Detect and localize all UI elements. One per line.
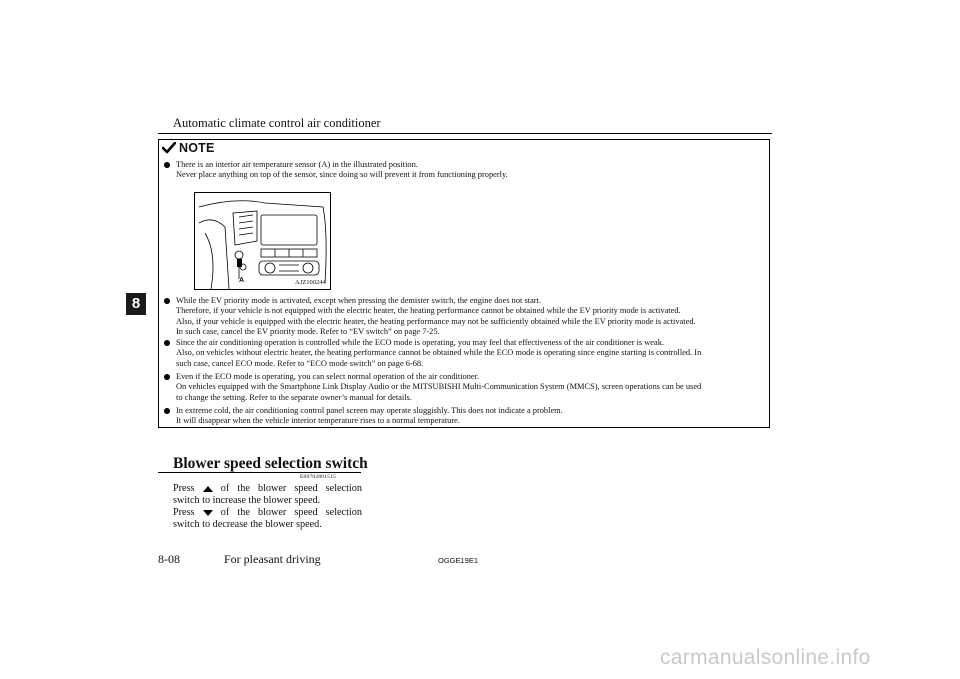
word: speed xyxy=(294,483,318,494)
blower-up-arrow-icon xyxy=(203,483,213,495)
section-title: Blower speed selection switch xyxy=(173,455,368,472)
figure-callout-a: A xyxy=(239,277,245,284)
chapter-tab: 8 xyxy=(126,293,146,315)
note-bullet xyxy=(164,406,766,427)
header-rule xyxy=(158,133,772,134)
word: selection xyxy=(325,507,362,518)
note-line: In extreme cold, the air conditioning control panel screen may operate sluggishly. This does not indicate a problem. xyxy=(176,406,563,415)
word: Press xyxy=(173,507,195,518)
body-line xyxy=(173,507,362,519)
bullet-dot-icon xyxy=(164,340,170,346)
word: the xyxy=(237,483,250,494)
running-header: Automatic climate control air conditioner xyxy=(173,116,381,130)
note-line: While the EV priority mode is activated, except when pressing the demister switch, the engine does not start. xyxy=(176,296,541,305)
watermark: carmanualsonline.info xyxy=(660,646,871,669)
note-bullet xyxy=(164,160,766,181)
dashboard-illustration xyxy=(194,192,331,290)
body-line xyxy=(173,483,362,495)
note-line: On vehicles equipped with the Smartphone Link Display Audio or the MITSUBISHI Multi-Communication System (MMCS), screen operations can be used xyxy=(176,382,702,392)
dashboard-drawing xyxy=(195,193,331,290)
word: speed xyxy=(294,507,318,518)
word: blower xyxy=(257,507,287,518)
bullet-dot-icon xyxy=(164,162,170,168)
note-line: Also, if your vehicle is equipped with the electric heater, the heating performance may not be sufficiently obtained while the EV priority mode is activated. xyxy=(176,316,696,326)
section-rule xyxy=(158,472,361,473)
checkmark-icon xyxy=(162,142,176,154)
note-heading xyxy=(162,141,215,155)
document-code: OGGE19E1 xyxy=(438,556,479,565)
body-line: switch to increase the blower speed. xyxy=(173,495,321,506)
word: the xyxy=(237,507,250,518)
body-line: switch to decrease the blower speed. xyxy=(173,519,322,530)
note-line: In such case, cancel the EV priority mode. Refer to “EV switch” on page 7-25. xyxy=(176,326,440,336)
note-line: It will disappear when the vehicle interior temperature rises to a normal temperature. xyxy=(176,416,460,426)
note-line: Since the air conditioning operation is controlled while the ECO mode is operating, you may feel that effectiveness of the air conditioner is weak. xyxy=(176,338,665,347)
word: blower xyxy=(257,483,287,494)
note-line: Therefore, if your vehicle is not equipped with the electric heater, the heating performance cannot be obtained while the EV priority mode is activated. xyxy=(176,306,681,316)
word: of xyxy=(220,483,230,494)
word: Press xyxy=(173,483,195,494)
note-line: Also, on vehicles without electric heater, the heating performance cannot be obtained while the ECO mode is operating since engine starting is controlled. In xyxy=(176,348,702,358)
footer-chapter: For pleasant driving xyxy=(224,552,321,566)
blower-down-arrow-icon xyxy=(203,507,213,519)
bullet-dot-icon xyxy=(164,298,170,304)
note-line: to change the setting. Refer to the separate owner’s manual for details. xyxy=(176,392,412,402)
note-bullet xyxy=(164,372,766,403)
figure-code: AJZ100244 xyxy=(295,279,326,286)
section-code: E00702801515 xyxy=(300,474,337,480)
word: selection xyxy=(325,483,362,494)
note-line: There is an interior air temperature sensor (A) in the illustrated position. xyxy=(176,160,418,169)
note-label: NOTE xyxy=(179,141,215,155)
note-bullet xyxy=(164,338,766,369)
note-line: Even if the ECO mode is operating, you can select normal operation of the air conditioner. xyxy=(176,372,480,381)
note-line: Never place anything on top of the sensor, since doing so will prevent it from functioning properly. xyxy=(176,170,508,180)
note-line: such case, cancel ECO mode. Refer to “ECO mode switch” on page 6-68. xyxy=(176,358,424,368)
bullet-dot-icon xyxy=(164,374,170,380)
note-bullet xyxy=(164,296,766,337)
bullet-dot-icon xyxy=(164,408,170,414)
word: of xyxy=(220,507,230,518)
page-number: 8-08 xyxy=(158,552,180,566)
